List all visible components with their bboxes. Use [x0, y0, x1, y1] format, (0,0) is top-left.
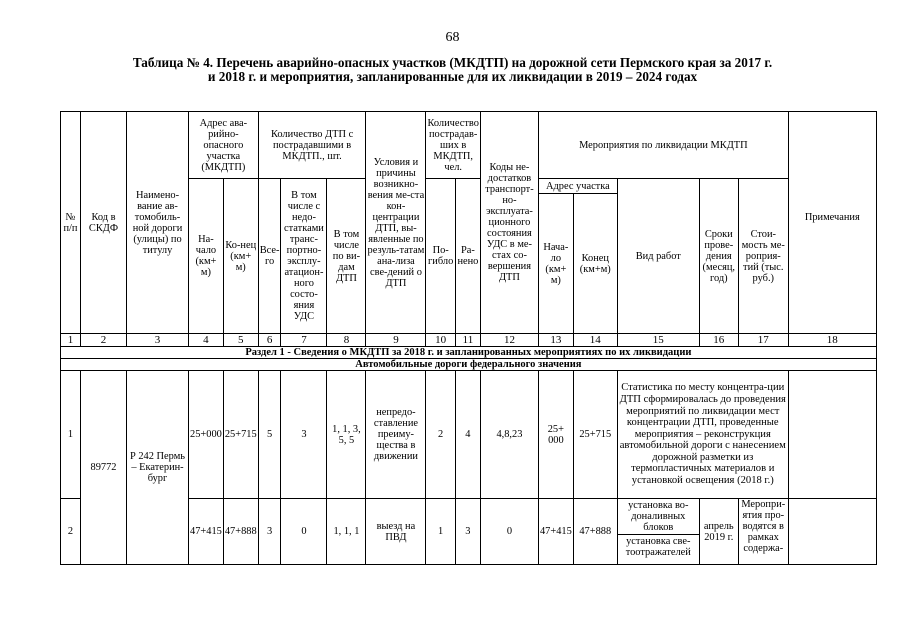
column-number: 8: [327, 334, 366, 347]
header-site-end: Конец (км+м): [573, 194, 617, 334]
column-numbers-row: [61, 334, 877, 347]
header-defect-codes: Коды не-достатков транспорт-но-эксплуата-ционного состояния УДС в ме-стах со-вершения ДТП: [480, 112, 538, 334]
deadline: апрель 2019 г.: [699, 499, 738, 565]
header-cost: Стои-мость ме-роприя-тий (тыс. руб.): [738, 179, 788, 334]
column-number: 18: [788, 334, 876, 347]
defect-codes: 4,8,23: [480, 371, 538, 499]
column-number: 17: [738, 334, 788, 347]
header-addr-end: Ко-нец (км+ м): [223, 179, 258, 334]
cost: Меропри-ятия про-водятся в рамках содержа-: [738, 499, 788, 565]
dtp-total: 5: [258, 371, 281, 499]
column-number: 12: [480, 334, 538, 347]
header-site-address: Адрес участка: [538, 179, 617, 194]
injured: 3: [455, 499, 480, 565]
header-dtp-types: В том числе по ви-дам ДТП: [327, 179, 366, 334]
mkdtp-table: [60, 111, 877, 565]
header-code: Код в СКДФ: [81, 112, 127, 334]
column-number: 9: [366, 334, 426, 347]
addr-end: 47+888: [223, 499, 258, 565]
work-item: установка во-доналивных блоков: [617, 499, 699, 535]
site-end: 47+888: [573, 499, 617, 565]
column-number: 16: [699, 334, 738, 347]
dtp-uds: 0: [281, 499, 327, 565]
killed: 1: [426, 499, 455, 565]
table-row: [61, 371, 877, 499]
row-num: 1: [61, 371, 81, 499]
column-number: 6: [258, 334, 281, 347]
dtp-types: 1, 1, 3, 5, 5: [327, 371, 366, 499]
site-end: 25+715: [573, 371, 617, 499]
header-measures-group: Мероприятия по ликвидации МКДТП: [538, 112, 788, 179]
column-number: 14: [573, 334, 617, 347]
header-conditions: Условия и причины возникно-вения ме-ста кон-центрации ДТП, вы-явленные по резуль-татам ана-лиза све-дений о ДТП: [366, 112, 426, 334]
dtp-total: 3: [258, 499, 281, 565]
road-code: 89772: [81, 371, 127, 565]
header-deadline: Сроки прове-дения (месяц, год): [699, 179, 738, 334]
notes: [788, 371, 876, 499]
site-start: 25+ 000: [538, 371, 573, 499]
dtp-types: 1, 1, 1: [327, 499, 366, 565]
table-title: [60, 56, 845, 84]
work-item: установка све-тоотражателей: [625, 536, 691, 558]
work-type: Статистика по месту концентра-ции ДТП сформировалась до проведения мероприятий по ликвидации мест концентрации ДТП, проведенные мероприятия – реконструкция автомобильной дороги с нанесением дорожной разметки из термопластичных материалов и установкой освещения (2018 г.): [617, 371, 788, 499]
header-road-name: Наимено-вание ав-томобиль-ной дороги (улицы) по титулу: [127, 112, 189, 334]
addr-start: 25+000: [189, 371, 224, 499]
page-number: 68: [445, 30, 460, 45]
column-number: 2: [81, 334, 127, 347]
column-number: 1: [61, 334, 81, 347]
addr-end: 25+715: [223, 371, 258, 499]
header-site-start: Нача-ло (км+ м): [538, 194, 573, 334]
row-num: 2: [61, 499, 81, 565]
killed: 2: [426, 371, 455, 499]
dtp-uds: 3: [281, 371, 327, 499]
column-number: 10: [426, 334, 455, 347]
conditions: непредо-ставление преиму-щества в движении: [366, 371, 426, 499]
notes: [788, 499, 876, 565]
column-number: 3: [127, 334, 189, 347]
header-injured: Ра-нено: [455, 179, 480, 334]
column-number: 7: [281, 334, 327, 347]
header-dtp-uds: В том числе с недо-статками транс-портно-эксплу-атацион-ного состо-яния УДС: [281, 179, 327, 334]
addr-start: 47+415: [189, 499, 224, 565]
road-name: Р 242 Пермь – Екатерин-бург: [127, 371, 189, 565]
column-number: 5: [223, 334, 258, 347]
work-type: [617, 499, 699, 565]
header-notes: Примечания: [788, 112, 876, 334]
table-title-line2: и 2018 г. и мероприятия, запланированные для их ликвидации в 2019 – 2024 годах: [207, 69, 698, 84]
header-num: № п/п: [61, 112, 81, 334]
injured: 4: [455, 371, 480, 499]
defect-codes: 0: [480, 499, 538, 565]
site-start: 47+415: [538, 499, 573, 565]
header-work-type: Вид работ: [617, 179, 699, 334]
header-killed: По-гибло: [426, 179, 455, 334]
conditions: выезд на ПВД: [366, 499, 426, 565]
column-number: 13: [538, 334, 573, 347]
column-number: 11: [455, 334, 480, 347]
column-number: 4: [189, 334, 224, 347]
header-dtp-total: Все-го: [258, 179, 281, 334]
subsection-title: Автомобильные дороги федерального значения: [61, 359, 877, 371]
header-addr-start: На-чало (км+ м): [189, 179, 224, 334]
section-title: Раздел 1 - Сведения о МКДТП за 2018 г. и запланированных мероприятиях по их ликвидации: [61, 347, 877, 359]
header-address-group: Адрес ава-рийно-опасного участка (МКДТП): [189, 112, 259, 179]
header-victims-group: Количество пострадав-ших в МКДТП, чел.: [426, 112, 481, 179]
column-number: 15: [617, 334, 699, 347]
table-title-line1: Таблица № 4. Перечень аварийно-опасных участков (МКДТП) на дорожной сети Пермского края за 2017 г.: [132, 55, 773, 70]
header-dtp-group: Количество ДТП с пострадавшими в МКДТП., шт.: [258, 112, 366, 179]
